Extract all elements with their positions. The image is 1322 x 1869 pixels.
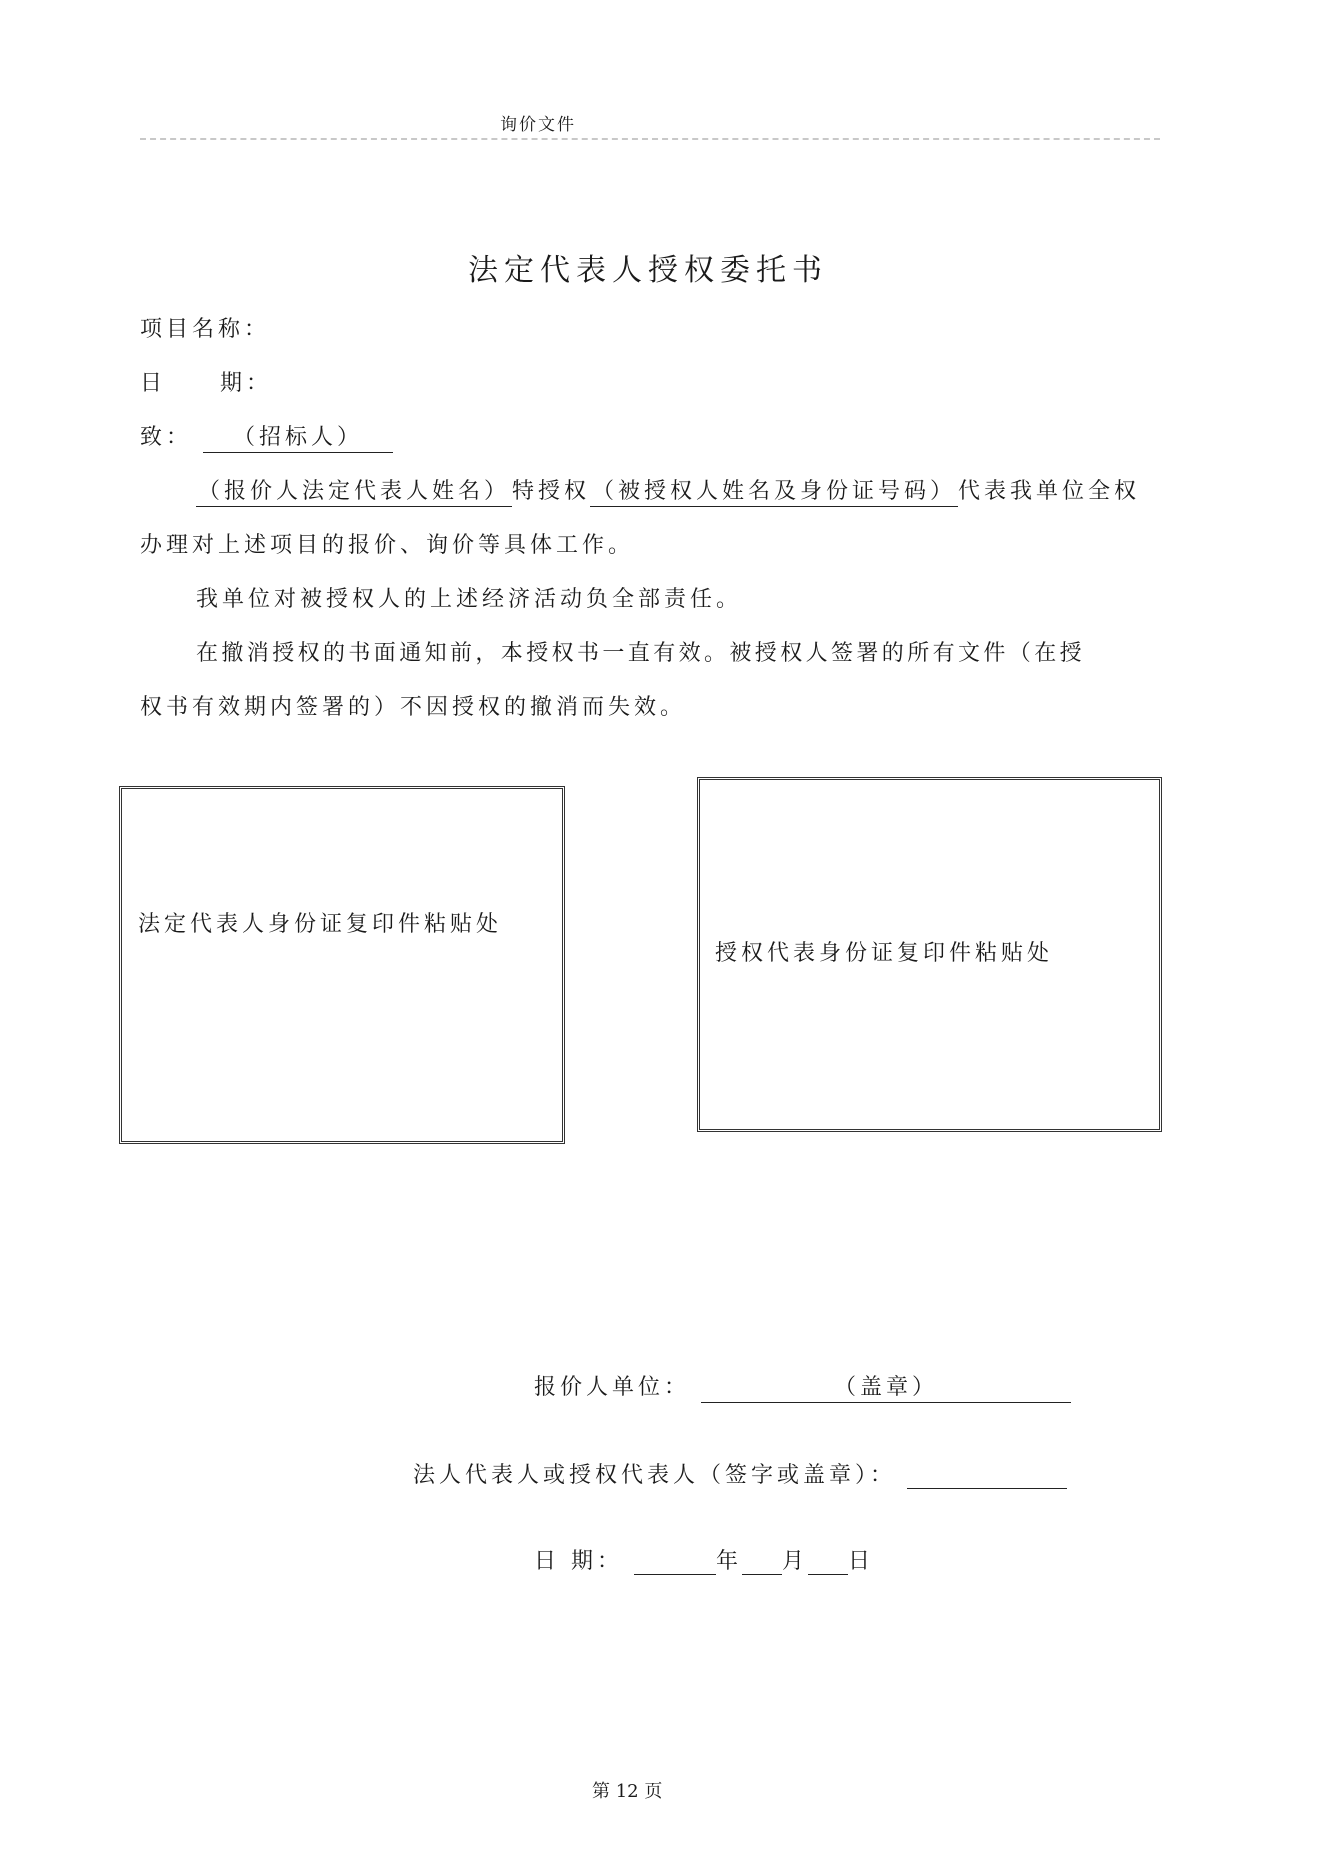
represent-text: 代表我单位全权	[958, 479, 1141, 504]
to-line	[140, 420, 393, 453]
representative-line	[413, 1458, 1067, 1489]
month-field	[742, 1550, 782, 1575]
year-label: 年	[716, 1549, 743, 1574]
project-name-label: 项目名称：	[140, 317, 271, 342]
day-field	[808, 1550, 848, 1575]
bidder-unit-line	[534, 1370, 1071, 1403]
authorization-line-1	[196, 474, 1140, 507]
authorization-line-2: 办理对上述项目的报价、询价等具体工作。	[140, 533, 635, 558]
legal-rep-id-box	[119, 786, 565, 1144]
authorized-rep-id-box	[697, 777, 1162, 1132]
authorize-text: 特授权	[512, 479, 591, 504]
validity-line-1: 在撤消授权的书面通知前，本授权书一直有效。被授权人签署的所有文件（在授	[196, 641, 1086, 666]
validity-line-2: 权书有效期内签署的）不因授权的撤消而失效。	[140, 695, 687, 720]
page-title: 法定代表人授权委托书	[468, 253, 828, 288]
rep-name-placeholder: （报价人法定代表人姓名）	[196, 474, 512, 507]
day-label: 日	[848, 1549, 875, 1574]
header-divider	[140, 138, 1160, 140]
to-recipient: （招标人）	[203, 420, 393, 453]
bidder-unit-label: 报价人单位：	[534, 1375, 691, 1400]
page-number-value: 12	[615, 1781, 639, 1802]
page-suffix: 页	[644, 1781, 663, 1802]
legal-rep-id-label: 法定代表人身份证复印件粘贴处	[138, 912, 503, 937]
sign-date-label: 日 期：	[534, 1549, 623, 1574]
representative-label: 法人代表人或授权代表人（签字或盖章）：	[413, 1463, 897, 1488]
authorized-rep-id-label: 授权代表身份证复印件粘贴处	[715, 941, 1054, 966]
bidder-unit-field: （盖章）	[701, 1370, 1071, 1403]
responsibility-paragraph: 我单位对被授权人的上述经济活动负全部责任。	[196, 587, 743, 612]
to-label: 致：	[140, 425, 193, 450]
sign-date-line	[534, 1544, 874, 1575]
year-field	[634, 1550, 716, 1575]
month-label: 月	[782, 1549, 809, 1574]
header-text: 询价文件	[500, 115, 576, 135]
page-number	[592, 1777, 662, 1803]
authorized-person-placeholder: （被授权人姓名及身份证号码）	[590, 474, 958, 507]
date-label-second: 期：	[220, 371, 273, 396]
page-prefix: 第	[592, 1781, 610, 1802]
date-label-first: 日	[140, 371, 167, 396]
representative-signature-field	[907, 1464, 1067, 1489]
